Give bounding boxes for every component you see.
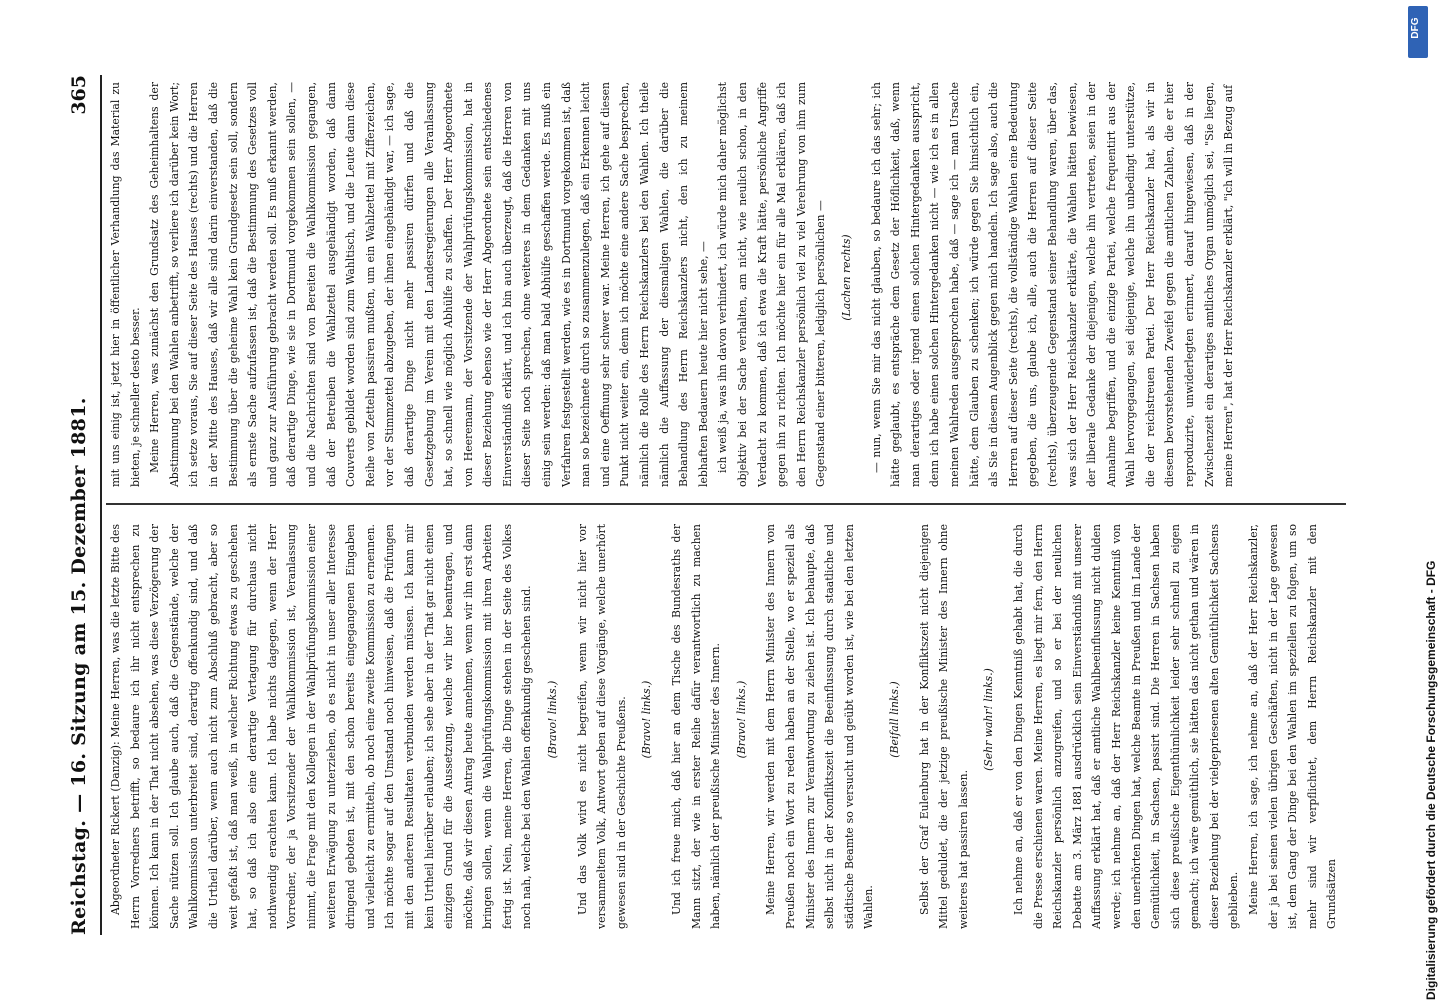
rotated-page: [58, 75, 1378, 935]
interjection: (Bravo! links.): [546, 680, 560, 759]
paragraph: — nun, wenn Sie mir das nicht glauben, so bedaure ich das sehr; ich hätte geglaubt, es entspräche dem Gesetz der Höflichkeit, daß, wenn man derartiges oder irgend einen solchen Hintergedanken ausspricht, denn ich habe einen solchen Hintergedanken nicht — wie ich es in allen meinen Wahlreden ausgesprochen habe, daß — sage ich — man Ursache hätte, dem Glauben zu schenken; ich würde gegen Sie hinsichtlich ein, als Sie in diesem Augenblick gegen mich handeln. Ich sage also, auch die Herren auf dieser Seite (rechts), die vollständige Wahlen eine Bedeutung gegeben, die uns, glaube ich, alle, auch die Herren auf dieser Seite (rechts), überzeugende Gegenstand seiner Behandlung waren, über das, was sich der Herr Reichskanzler erklärte, die Wahlen hätten bewiesen, der liberale Gedanke der diejenigen, welche ihn vertreten, seien in der Annahme begriffen, und die einzige Partei, welche frequentirt aus der Wahl hervorgegangen, sei diejenige, welche ihn unbedingt unterstütze, die der reichstreuen Partei. Der Herr Reichskanzler hat, als wir in diesem bevorstehenden Zweifel gegen die amtlichen Zahlen, die er hier reproduzirte, unwiderlegten erinnert, darauf hingewiesen, daß in der Zwischenzeit ein derartiges amtliches Organ unmöglich sei, "Sie liegen, meine Herren", hat der Herr Reichskanzler erklärt, "ich will in Bezug auf: [869, 82, 1236, 487]
paragraph: Und das Volk wird es nicht begreifen, wenn wir nicht hier vor versammeltem Volk, Antwort geben auf diese Vorgänge, welche unerhört gewesen sind in der Geschichte Preußens.: [575, 524, 628, 929]
page-header: [58, 75, 102, 935]
interjection: (Sehr wahr! links.): [982, 668, 996, 771]
paragraph: ich weiß ja, was ihn davon verhindert, ich würde mich daher möglichst objektiv bei der Sache verhalten, am nicht, wie neulich schon, in den Verdacht zu kommen, daß ich etwa die Kraft hätte, persönliche Angriffe gegen ihn zu richten. Ich möchte hier ein für alle Mal erklären, daß ich den Herrn Reichskanzler persönlich viel zu viel Verehrung von ihm zum Gegenstand einer bitteren, lediglich persönlichen —: [716, 82, 828, 487]
running-title: Reichstag. — 16. Sitzung am 15. Dezember 1881.: [68, 397, 90, 935]
paragraph: Meine Herren, was zunächst den Grundsatz des Geheimhaltens der Abstimmung bei den Wahlen anbetrifft, so verliere ich darüber kein Wort; ich setze voraus, Sie auf dieser Seite des Hauses (rechts) und die Herren in der Mitte des Hauses, daß wir alle sind darin einverstanden, daß die Bestimmung über die geheime Wahl kein Grundgesetz sein soll, sondern als ernste Sache aufzufassen ist, daß die Bestimmung des Gesetzes voll und ganz zur Ausführung gebracht werden soll. Es muß erkannt werden, daß derartige Dinge, wie sie in Dortmund vorgekommen sein sollen, — und die Nachrichten sind von Bereiten die Wahlkommission gegangen, daß der Betreiben die Wahlzettel ausgehändigt worden, daß dann Couverts gebildet worden sind zum Wahltisch, und die Leute dann diese Reihe von Zetteln passiren mußten, um ein Wahlzettel mit Zifferzeichen, vor der Stimmzettel abzugeben, der ihnen eingehändigt war, — ich sage, daß derartige Dinge nicht mehr passiren dürfen und daß die Gesetzgebung im Verein mit den Landesregierungen alle Veranlassung hat, so schnell wie möglich Abhülfe zu schaffen. Der Herr Abgeordnete von Heeremann, der Vorsitzende der Wahlprüfungskommission, hat in dieser Beziehung ebenso wie der Herr Abgeordnete sein entschiedenes Einverständniß erklärt, und ich bin auch überzeugt, daß die Herren von dieser Seite noch sprechen, ohne weiteres in dem Gedanken mit uns einig sein werden: daß man bald Abhülfe geschaffen werde. Es muß ein Verfahren festgestellt werden, wie es in Dortmund vorgekommen ist, daß man so bezeichnete durch so zusammenzulegen, daß ein Erkennen leicht und eine Oeffnung sehr schwer war. Meine Herren, ich gehe auf diesen Punkt nicht weiter ein, denn ich möchte eine andere Sache besprechen, nämlich die Rolle des Herrn Reichskanzlers bei den Wahlen. Ich theile nämlich die Auffassung der diesmaligen Wahlen, die darüber die Behandlung des Herrn Reichskanzlers nicht, den ich zu meinem lebhaften Bedauern heute hier nicht sehe, —: [148, 82, 710, 487]
paragraph: Meine Herren, wir werden mit dem Herrn Minister des Innern von Preußen noch ein Wort zu reden haben an der Stelle, wo er speziell als Minister des Innern zur Verantwortung zu ziehen ist. Ich behaupte, daß selbst nicht in der Konfliktszeit die Beeinflussung durch staatliche und städtische Beamte so versucht und geübt worden ist, wie bei den letzten Wahlen.: [764, 524, 876, 929]
paragraph: Meine Herren, ich sage, ich nehme an, daß der Herr Reichskanzler, der ja bei seinen vielen übrigen Geschäften, nicht in der Lage gewesen ist, dem Gang der Dinge bei den Wahlen im speziellen zu folgen, um so mehr sind wir verpflichtet, dem Herrn Reichskanzler mit den Grundsätzen: [1247, 524, 1339, 929]
dfg-badge-label: DFG: [1410, 17, 1421, 39]
left-text-column: [106, 524, 1346, 929]
funding-credit: Digitalisierung gefördert durch die Deutsche Forschungsgemeinschaft - DFG: [1424, 560, 1438, 1000]
page-number: 365: [68, 75, 90, 115]
paragraph: Und ich freue mich, daß hier an dem Tische des Bundesraths der Mann sitzt, der wie in erster Reihe dafür verantwortlich zu machen haben, nämlich der preußische Minister des Innern.: [670, 524, 723, 929]
column-divider: [106, 503, 1346, 505]
credit-strip: [1402, 0, 1438, 1000]
interjection: (Beifall links.): [887, 681, 901, 758]
interjection: (Bravo! links.): [640, 680, 654, 759]
right-text-column: [106, 82, 1346, 487]
paragraph: Ich nehme an, daß er von den Dingen Kenntniß gehabt hat, die durch die Presse erschienen waren. Meine Herren, es liegt mir fern, den Herrn Reichskanzler persönlich anzugreifen, und so er bei der neulichen Debatte am 3. März 1881 ausdrücklich sein Einverständniß mit unserer Auffassung erklärt hat, daß er amtliche Wahlbeeinflussung nicht dulden werde; ich nehme an, daß der Herr Reichskanzler keine Kenntniß von den unerhörten Dingen hat, welche Beamte in Preußen und im Lande der Gemütlichkeit, in Sachsen, passirt sind. Die Herren in Sachsen haben sich diese preußische Eigenthümlichkeit leider sehr schnell zu eigen gemacht; ich wäre gemüthlich, sie hätten das nicht gethan und wären in dieser Beziehung bei der vielgepriesenen alten Gemüthlichkeit Sachsens geblieben.: [1011, 524, 1241, 929]
paragraph-continuation: mit uns einig ist, jetzt hier in öffentlicher Verhandlung das Material zu bieten, je schneller desto besser.: [109, 82, 142, 487]
interjection: (Lachen rechts): [839, 234, 853, 321]
paragraph: Abgeordneter Rickert (Danzig): Meine Herren, was die letzte Bitte des Herrn Vorredners betrifft, so bedaure ich ihr nicht entsprechen zu können. Ich kann in der That nicht absehen, was diese Verzögerung der Sache nützen soll. Ich glaube auch, daß die Gegenstände, welche der Wahlkommission unterbreitet sind, derartig offenkundig sind, und daß die Urtheil darüber, wenn auch nicht zum Abschluß gebracht, aber so weit gefaßt ist, daß man weiß, in welcher Richtung etwas zu geschehen hat, so daß ich also eine derartige Vertagung für durchaus nicht nothwendig erachten kann. Ich habe nichts dagegen, wenn der Herr Vorredner, der ja Vorsitzender der Wahlkommission ist, Veranlassung nimmt, die Frage mit den Kollegen in der Wahlprüfungskommission einer weiteren Erwägung zu unterziehen, ob es nicht in unser aller Interesse dringend geboten ist, mit den schon bereits eingegangenen Eingaben und vielleicht zu ermitteln, ob noch eine zweite Kommission zu ernennen. Ich möchte sogar auf den Umstand noch hinweisen, daß die Prüfungen mit den anderen Resultaten verbunden werden müssen. Ich kann mir kein Urtheil hierüber erlauben; ich sehe aber in der That gar nicht einen einzigen Grund für die Aussetzung, welche wir hier beantragen, und möchte, daß wir diesen Antrag heute annehmen, wenn wir ihn erst dann bringen sollen, wenn die Wahlprüfungskommission mit ihren Arbeiten fertig ist. Nein, meine Herren, die Dinge stehen in der Seite des Volkes noch nah, welche bei den Wahlen offenkundig geschehen sind.: [109, 524, 534, 929]
paragraph: Selbst der Graf Eulenburg hat in der Konfliktszeit nicht diejenigen Mittel geduldet, die der jetzige preußische Minister des Innern ohne weiteres hat passiren lassen.: [917, 524, 970, 929]
interjection: (Bravo! links.): [734, 680, 748, 759]
